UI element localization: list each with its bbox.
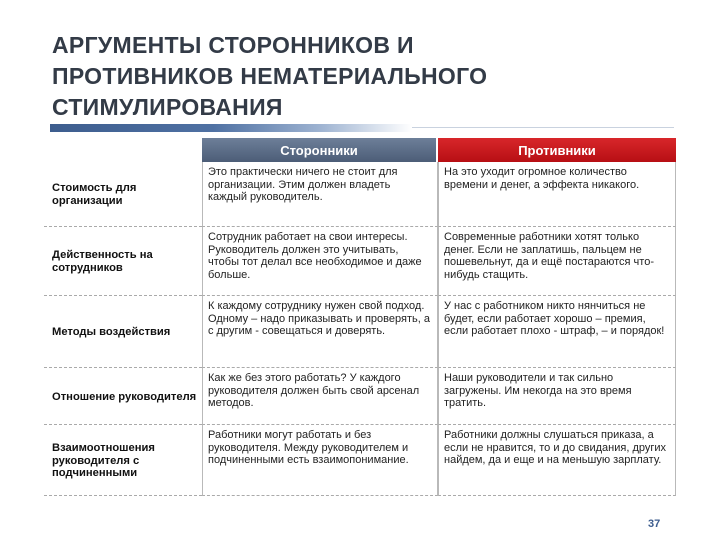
title-line-3: СТИМУЛИРОВАНИЯ [52, 94, 283, 120]
row-label: Действенность на сотрудников [44, 227, 202, 296]
header-supporters: Сторонники [202, 138, 438, 162]
title-underline [50, 124, 412, 132]
header-opponents: Противники [438, 138, 676, 162]
row-label: Отношение руководителя [44, 368, 202, 425]
supporters-cell: К каждому сотруднику нужен свой подход. Одному – надо приказывать и проверять, а с другим - совещаться и доверять. [202, 296, 438, 368]
supporters-cell: Это практически ничего не стоит для организации. Этим должен владеть каждый руководитель. [202, 162, 438, 227]
row-label: Методы воздействия [44, 296, 202, 368]
supporters-cell: Как же без этого работать? У каждого руководителя должен быть свой арсенал методов. [202, 368, 438, 425]
table-row [44, 296, 676, 368]
table-header-row [44, 138, 676, 162]
title-underline-thin [412, 127, 674, 128]
title-line-2: ПРОТИВНИКОВ НЕМАТЕРИАЛЬНОГО [52, 63, 488, 89]
opponents-cell: Наши руководители и так сильно загружены. Им некогда на это время тратить. [438, 368, 676, 425]
table-row [44, 368, 676, 425]
table-row [44, 425, 676, 496]
opponents-cell: Современные работники хотят только денег. Если не заплатишь, пальцем не пошевельнут, да и ещё постараются что-нибудь стащить. [438, 227, 676, 296]
row-label: Взаимоотношения руководителя с подчиненными [44, 425, 202, 496]
title-line-1: АРГУМЕНТЫ СТОРОННИКОВ И [52, 32, 414, 58]
opponents-cell: Работники должны слушаться приказа, а если не нравится, то и до свидания, других найдем, да и еще и на меньшую зарплату. [438, 425, 676, 496]
row-label: Стоимость для организации [44, 162, 202, 227]
supporters-cell: Работники могут работать и без руководителя. Между руководителем и подчиненными есть взаимопонимание. [202, 425, 438, 496]
page-title [52, 30, 672, 123]
opponents-cell: На это уходит огромное количество времени и денег, а эффекта никакого. [438, 162, 676, 227]
supporters-cell: Сотрудник работает на свои интересы. Руководитель должен это учитывать, чтобы тот делал все необходимое и даже больше. [202, 227, 438, 296]
header-blank [44, 138, 202, 162]
opponents-cell: У нас с работником никто нянчиться не будет, если работает хорошо – премия, если работает плохо - штраф, – и порядок! [438, 296, 676, 368]
page-number: 37 [648, 518, 661, 530]
arguments-table [44, 138, 676, 496]
table-row [44, 227, 676, 296]
table-row [44, 162, 676, 227]
